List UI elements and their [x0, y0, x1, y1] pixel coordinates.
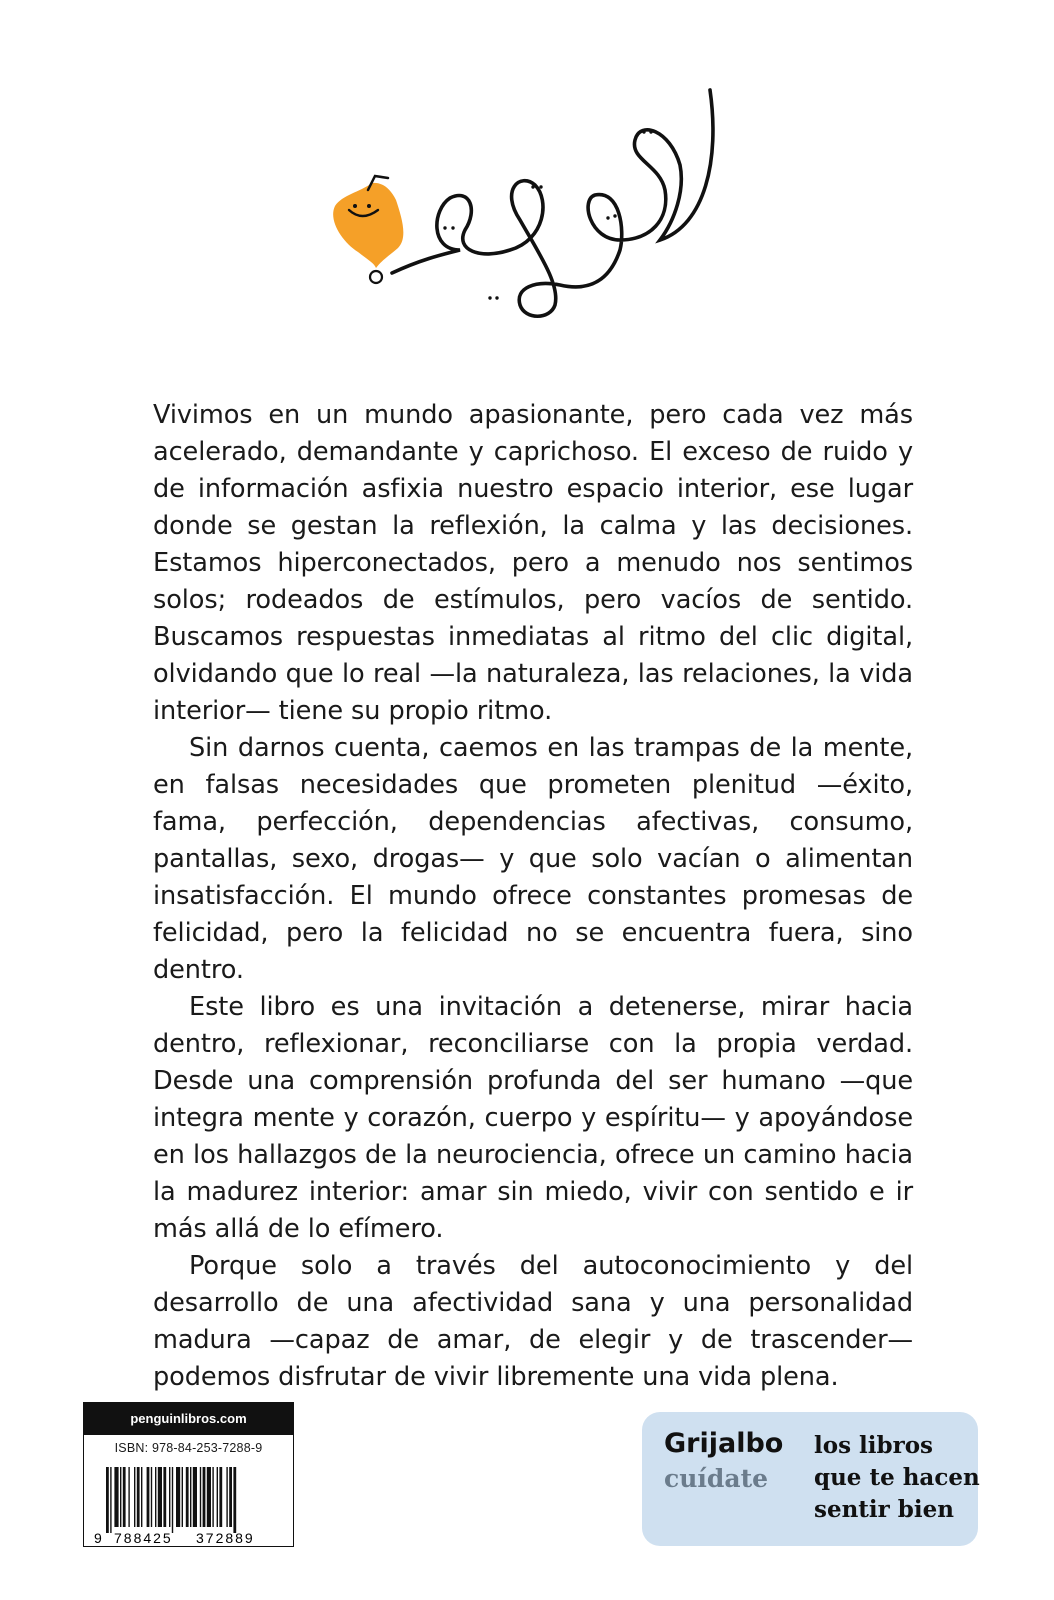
publisher-url: penguinlibros.com — [84, 1403, 293, 1435]
isbn-text: ISBN: 978-84-253-7288-9 — [114, 1441, 263, 1455]
isbn-barcode-box — [83, 1402, 294, 1547]
slogan-line: sentir bien — [814, 1496, 954, 1523]
barcode-digits-left: 788425 — [114, 1530, 173, 1545]
blurb-paragraph: Porque solo a través del autoconocimiento y del desarrollo de una afectividad sana y una personalidad madura —capaz de amar, de elegir y de trascender— podemos disfrutar de vivir libremente una vida plena. — [153, 1251, 913, 1392]
blurb-paragraph: Vivimos en un mundo apasionante, pero cada vez más acelerado, demandante y caprichoso. El exceso de ruido y de información asfixia nuestro espacio interior, ese lugar donde se gestan la reflexión, la calma y las decisiones. Estamos hiperconectados, pero a menudo nos sentimos solos; rodeados de estímulos, pero vacíos de sentido. Buscamos respuestas inmediatas al ritmo del clic digital, olvidando que lo real —la naturaleza, las relaciones, la vida interior— tiene su propio ritmo. — [153, 400, 913, 726]
spinning-top-illustration — [320, 80, 740, 360]
barcode-icon — [92, 1467, 286, 1545]
publisher-brand-box — [642, 1412, 978, 1546]
slogan-line: los libros — [814, 1432, 933, 1459]
barcode-digits-right: 372889 — [196, 1530, 255, 1545]
brand-imprint: cuídate — [664, 1464, 769, 1493]
spinning-top-icon — [333, 176, 403, 283]
blurb-paragraph: Sin darnos cuenta, caemos en las trampas de la mente, en falsas necesidades que prometen plenitud —éxito, fama, perfección, dependencias afectivas, consumo, pantallas, sexo, drogas— y que solo vacían o alimentan insatisfacción. El mundo ofrece constantes promesas de felicidad, pero la felicidad no se encuentra fuera, sino dentro. — [153, 733, 913, 985]
barcode-digit-prefix: 9 — [94, 1530, 102, 1545]
blurb-paragraph: Este libro es una invitación a detenerse, mirar hacia dentro, reflexionar, reconciliarse con la propia verdad. Desde una comprensión profunda del ser humano —que integra mente y corazón, cuerpo y espíritu— y apoyándose en los hallazgos de la neurociencia, ofrece un camino hacia la madurez interior: amar sin miedo, vivir con sentido e ir más allá de lo efímero. — [153, 992, 913, 1244]
back-cover-blurb — [153, 397, 913, 1396]
loop-line — [392, 90, 713, 316]
brand-name: Grijalbo — [664, 1428, 784, 1459]
brand-slogan — [814, 1430, 980, 1526]
slogan-line: que te hacen — [814, 1464, 980, 1491]
